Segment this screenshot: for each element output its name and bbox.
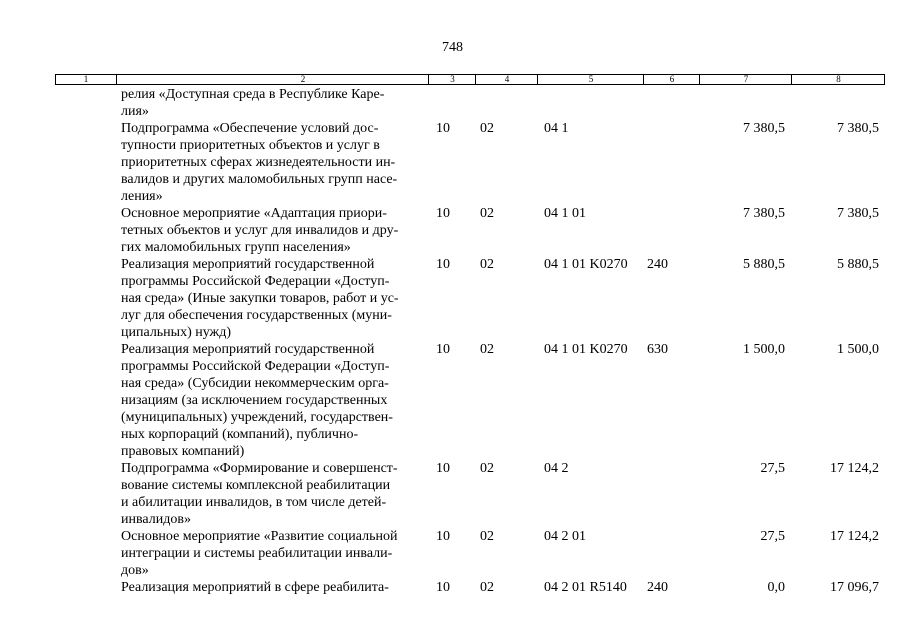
section-code: 10 [436,206,450,221]
table-row [0,460,905,528]
row-description: Основное мероприятие «Развитие социальной интеграции и системы реабилитации инвали- дов» [121,529,398,578]
table-header-row [55,74,885,85]
table-row [0,528,905,579]
target-article-code: 04 2 01 R5140 [544,580,627,595]
table-row [0,86,905,120]
subsection-code: 02 [480,121,494,136]
subsection-code: 02 [480,342,494,357]
section-code: 10 [436,257,450,272]
expense-type-code: 240 [647,580,668,595]
row-description: Реализация мероприятий государственной программы Российской Федерации «Доступ- ная среда» (Субсидии некоммерческим орга- низациям (за исключением государственных (муниципальных) учреждений, государствен- ных корпораций (компаний), публично- правовых компаний) [121,342,393,459]
row-description: Подпрограмма «Обеспечение условий дос- тупности приоритетных объектов и услуг в приоритетных сферах жизнедеятельности ин- валидов и других маломобильных групп насе- ления» [121,121,398,204]
target-article-code: 04 1 01 [544,206,586,221]
target-article-code: 04 1 01 K0270 [544,257,628,272]
subsection-code: 02 [480,529,494,544]
column-number-2: 2 [116,75,489,84]
subsection-code: 02 [480,257,494,272]
section-code: 10 [436,342,450,357]
amount-column-7: 0,0 [767,580,785,595]
table-row [0,205,905,256]
amount-column-7: 5 880,5 [743,257,785,272]
row-description: релия «Доступная среда в Республике Каре- лия» [121,87,385,119]
column-number-4: 4 [475,75,538,84]
amount-column-8: 17 124,2 [830,461,879,476]
subsection-code: 02 [480,580,494,595]
column-number-1: 1 [83,74,89,84]
amount-column-8: 7 380,5 [837,121,879,136]
amount-column-7: 7 380,5 [743,121,785,136]
amount-column-7: 27,5 [760,529,785,544]
amount-column-8: 1 500,0 [837,342,879,357]
table-row [0,579,905,596]
row-description: Реализация мероприятий в сфере реабилита- [121,580,389,595]
amount-column-7: 27,5 [760,461,785,476]
expense-type-code: 630 [647,342,668,357]
subsection-code: 02 [480,461,494,476]
expense-type-code: 240 [647,257,668,272]
row-description: Реализация мероприятий государственной программы Российской Федерации «Доступ- ная среда» (Иные закупки товаров, работ и ус- луг для обеспечения государственных (муни- ципальных) нужд) [121,257,399,340]
amount-column-8: 5 880,5 [837,257,879,272]
amount-column-8: 7 380,5 [837,206,879,221]
section-code: 10 [436,580,450,595]
section-code: 10 [436,461,450,476]
column-number-6: 6 [643,75,700,84]
column-number-3: 3 [428,75,476,84]
amount-column-8: 17 096,7 [830,580,879,595]
subsection-code: 02 [480,206,494,221]
row-description: Основное мероприятие «Адаптация приори- тетных объектов и услуг для инвалидов и дру- гих маломобильных групп населения» [121,206,399,255]
section-code: 10 [436,121,450,136]
budget-table-body [0,86,905,596]
section-code: 10 [436,529,450,544]
target-article-code: 04 1 [544,121,569,136]
target-article-code: 04 2 [544,461,569,476]
table-row [0,256,905,341]
column-number-8: 8 [791,75,885,84]
amount-column-7: 7 380,5 [743,206,785,221]
table-row [0,341,905,460]
table-row [0,120,905,205]
amount-column-7: 1 500,0 [743,342,785,357]
column-number-7: 7 [699,75,792,84]
target-article-code: 04 1 01 K0270 [544,342,628,357]
page-number: 748 [442,40,463,55]
amount-column-8: 17 124,2 [830,529,879,544]
row-description: Подпрограмма «Формирование и совершенст- вование системы комплексной реабилитации и абилитации инвалидов, в том числе детей- инвалидов» [121,461,398,527]
target-article-code: 04 2 01 [544,529,586,544]
column-number-5: 5 [537,75,644,84]
